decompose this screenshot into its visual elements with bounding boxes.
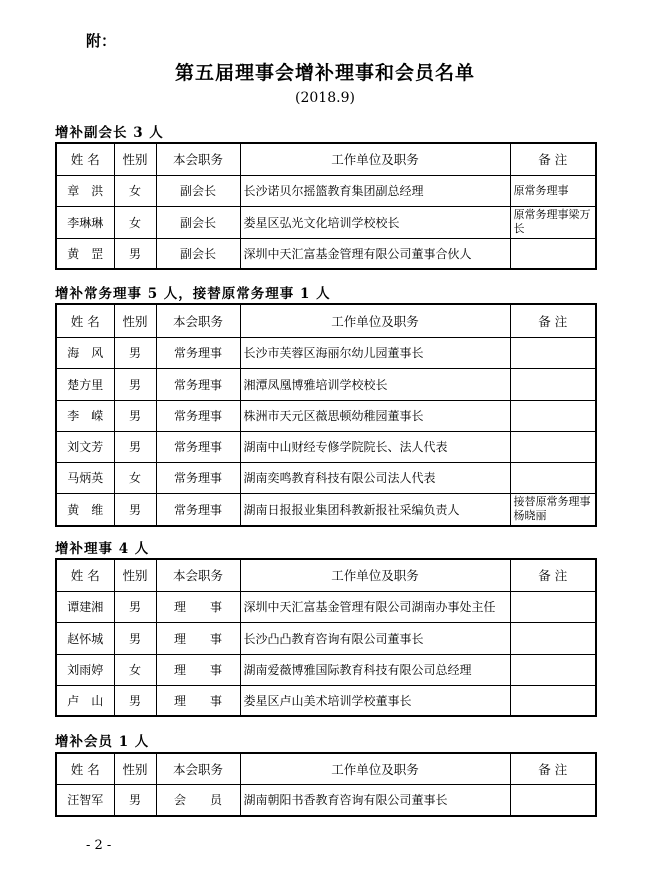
appendix-label: 附： xyxy=(86,32,117,50)
table-row xyxy=(56,654,596,685)
table-row xyxy=(56,400,596,431)
column-header-gender: 性别 xyxy=(114,304,156,337)
cell-name: 卢 山 xyxy=(56,685,114,716)
column-header-note: 备 注 xyxy=(510,304,596,337)
cell-name: 李 嵘 xyxy=(56,400,114,431)
column-header-gender: 性别 xyxy=(114,559,156,591)
cell-gender: 男 xyxy=(114,685,156,716)
cell-unit: 娄星区弘光文化培训学校校长 xyxy=(240,206,510,238)
table-header-row xyxy=(56,559,596,591)
member-table xyxy=(55,142,597,270)
cell-role: 常务理事 xyxy=(156,431,240,462)
cell-unit: 长沙市芙蓉区海丽尔幼儿园董事长 xyxy=(240,337,510,368)
cell-gender: 女 xyxy=(114,206,156,238)
cell-name: 黄 罡 xyxy=(56,238,114,269)
cell-role: 副会长 xyxy=(156,175,240,206)
member-table xyxy=(55,558,597,717)
cell-note xyxy=(510,400,596,431)
cell-name: 楚方里 xyxy=(56,368,114,400)
cell-role: 常务理事 xyxy=(156,337,240,368)
cell-unit: 长沙诺贝尔摇篮教育集团副总经理 xyxy=(240,175,510,206)
cell-role: 理 事 xyxy=(156,591,240,622)
table-row xyxy=(56,685,596,716)
table-row xyxy=(56,591,596,622)
cell-role: 会 员 xyxy=(156,784,240,816)
cell-unit: 长沙凸凸教育咨询有限公司董事长 xyxy=(240,622,510,654)
table-row xyxy=(56,784,596,816)
cell-gender: 男 xyxy=(114,368,156,400)
cell-role: 理 事 xyxy=(156,622,240,654)
column-header-name: 姓 名 xyxy=(56,143,114,175)
cell-note xyxy=(510,622,596,654)
cell-role: 副会长 xyxy=(156,206,240,238)
column-header-role: 本会职务 xyxy=(156,753,240,784)
cell-note xyxy=(510,591,596,622)
cell-name: 马炳英 xyxy=(56,462,114,493)
column-header-unit: 工作单位及职务 xyxy=(240,304,510,337)
cell-unit: 湖南朝阳书香教育咨询有限公司董事长 xyxy=(240,784,510,816)
table-row xyxy=(56,337,596,368)
cell-gender: 男 xyxy=(114,784,156,816)
column-header-role: 本会职务 xyxy=(156,304,240,337)
cell-note xyxy=(510,431,596,462)
cell-name: 章 洪 xyxy=(56,175,114,206)
cell-unit: 深圳中天汇富基金管理有限公司湖南办事处主任 xyxy=(240,591,510,622)
cell-name: 刘雨婷 xyxy=(56,654,114,685)
cell-gender: 女 xyxy=(114,462,156,493)
cell-gender: 男 xyxy=(114,238,156,269)
cell-name: 赵怀城 xyxy=(56,622,114,654)
cell-unit: 湖南爱薇博雅国际教育科技有限公司总经理 xyxy=(240,654,510,685)
table-row xyxy=(56,493,596,526)
document-date: (2018.9) xyxy=(295,90,355,106)
cell-role: 常务理事 xyxy=(156,493,240,526)
column-header-gender: 性别 xyxy=(114,143,156,175)
table-header-row xyxy=(56,753,596,784)
column-header-name: 姓 名 xyxy=(56,304,114,337)
cell-gender: 男 xyxy=(114,493,156,526)
column-header-unit: 工作单位及职务 xyxy=(240,143,510,175)
cell-note: 接替原常务理事杨晓丽 xyxy=(510,493,596,526)
table-row xyxy=(56,175,596,206)
cell-note xyxy=(510,654,596,685)
cell-name: 海 风 xyxy=(56,337,114,368)
section-heading: 增补理事 4 人 xyxy=(55,541,150,557)
table-row xyxy=(56,622,596,654)
cell-note: 原常务理事梁万长 xyxy=(510,206,596,238)
table-row xyxy=(56,238,596,269)
cell-name: 刘文芳 xyxy=(56,431,114,462)
cell-role: 副会长 xyxy=(156,238,240,269)
table-row xyxy=(56,368,596,400)
document-title: 第五届理事会增补理事和会员名单 xyxy=(174,62,475,84)
cell-gender: 男 xyxy=(114,622,156,654)
cell-unit: 湘潭凤凰博雅培训学校校长 xyxy=(240,368,510,400)
cell-gender: 男 xyxy=(114,400,156,431)
table-row xyxy=(56,206,596,238)
cell-role: 理 事 xyxy=(156,685,240,716)
table-row xyxy=(56,462,596,493)
cell-role: 常务理事 xyxy=(156,368,240,400)
section-heading: 增补常务理事 5 人，接替原常务理事 1 人 xyxy=(55,286,331,302)
cell-gender: 女 xyxy=(114,175,156,206)
cell-name: 谭建湘 xyxy=(56,591,114,622)
cell-gender: 男 xyxy=(114,431,156,462)
column-header-name: 姓 名 xyxy=(56,559,114,591)
cell-unit: 深圳中天汇富基金管理有限公司董事合伙人 xyxy=(240,238,510,269)
cell-note xyxy=(510,784,596,816)
cell-role: 理 事 xyxy=(156,654,240,685)
cell-name: 李琳琳 xyxy=(56,206,114,238)
cell-unit: 湖南日报报业集团科教新报社采编负责人 xyxy=(240,493,510,526)
column-header-gender: 性别 xyxy=(114,753,156,784)
cell-gender: 男 xyxy=(114,337,156,368)
cell-unit: 湖南奕鸣教育科技有限公司法人代表 xyxy=(240,462,510,493)
table-row xyxy=(56,431,596,462)
column-header-unit: 工作单位及职务 xyxy=(240,559,510,591)
cell-note xyxy=(510,685,596,716)
column-header-role: 本会职务 xyxy=(156,143,240,175)
table-header-row xyxy=(56,304,596,337)
cell-note xyxy=(510,462,596,493)
cell-role: 常务理事 xyxy=(156,462,240,493)
table-header-row xyxy=(56,143,596,175)
page-number: - 2 - xyxy=(86,838,112,853)
cell-role: 常务理事 xyxy=(156,400,240,431)
column-header-note: 备 注 xyxy=(510,143,596,175)
cell-note xyxy=(510,337,596,368)
cell-gender: 女 xyxy=(114,654,156,685)
section-heading: 增补会员 1 人 xyxy=(55,734,150,750)
column-header-role: 本会职务 xyxy=(156,559,240,591)
member-table xyxy=(55,303,597,527)
column-header-note: 备 注 xyxy=(510,559,596,591)
member-table xyxy=(55,752,597,817)
cell-unit: 株洲市天元区薇思顿幼稚园董事长 xyxy=(240,400,510,431)
cell-unit: 湖南中山财经专修学院院长、法人代表 xyxy=(240,431,510,462)
cell-unit: 娄星区卢山美术培训学校董事长 xyxy=(240,685,510,716)
cell-name: 黄 维 xyxy=(56,493,114,526)
column-header-note: 备 注 xyxy=(510,753,596,784)
section-heading: 增补副会长 3 人 xyxy=(55,125,164,141)
cell-name: 汪智军 xyxy=(56,784,114,816)
cell-note xyxy=(510,238,596,269)
cell-gender: 男 xyxy=(114,591,156,622)
column-header-unit: 工作单位及职务 xyxy=(240,753,510,784)
cell-note: 原常务理事 xyxy=(510,175,596,206)
cell-note xyxy=(510,368,596,400)
column-header-name: 姓 名 xyxy=(56,753,114,784)
